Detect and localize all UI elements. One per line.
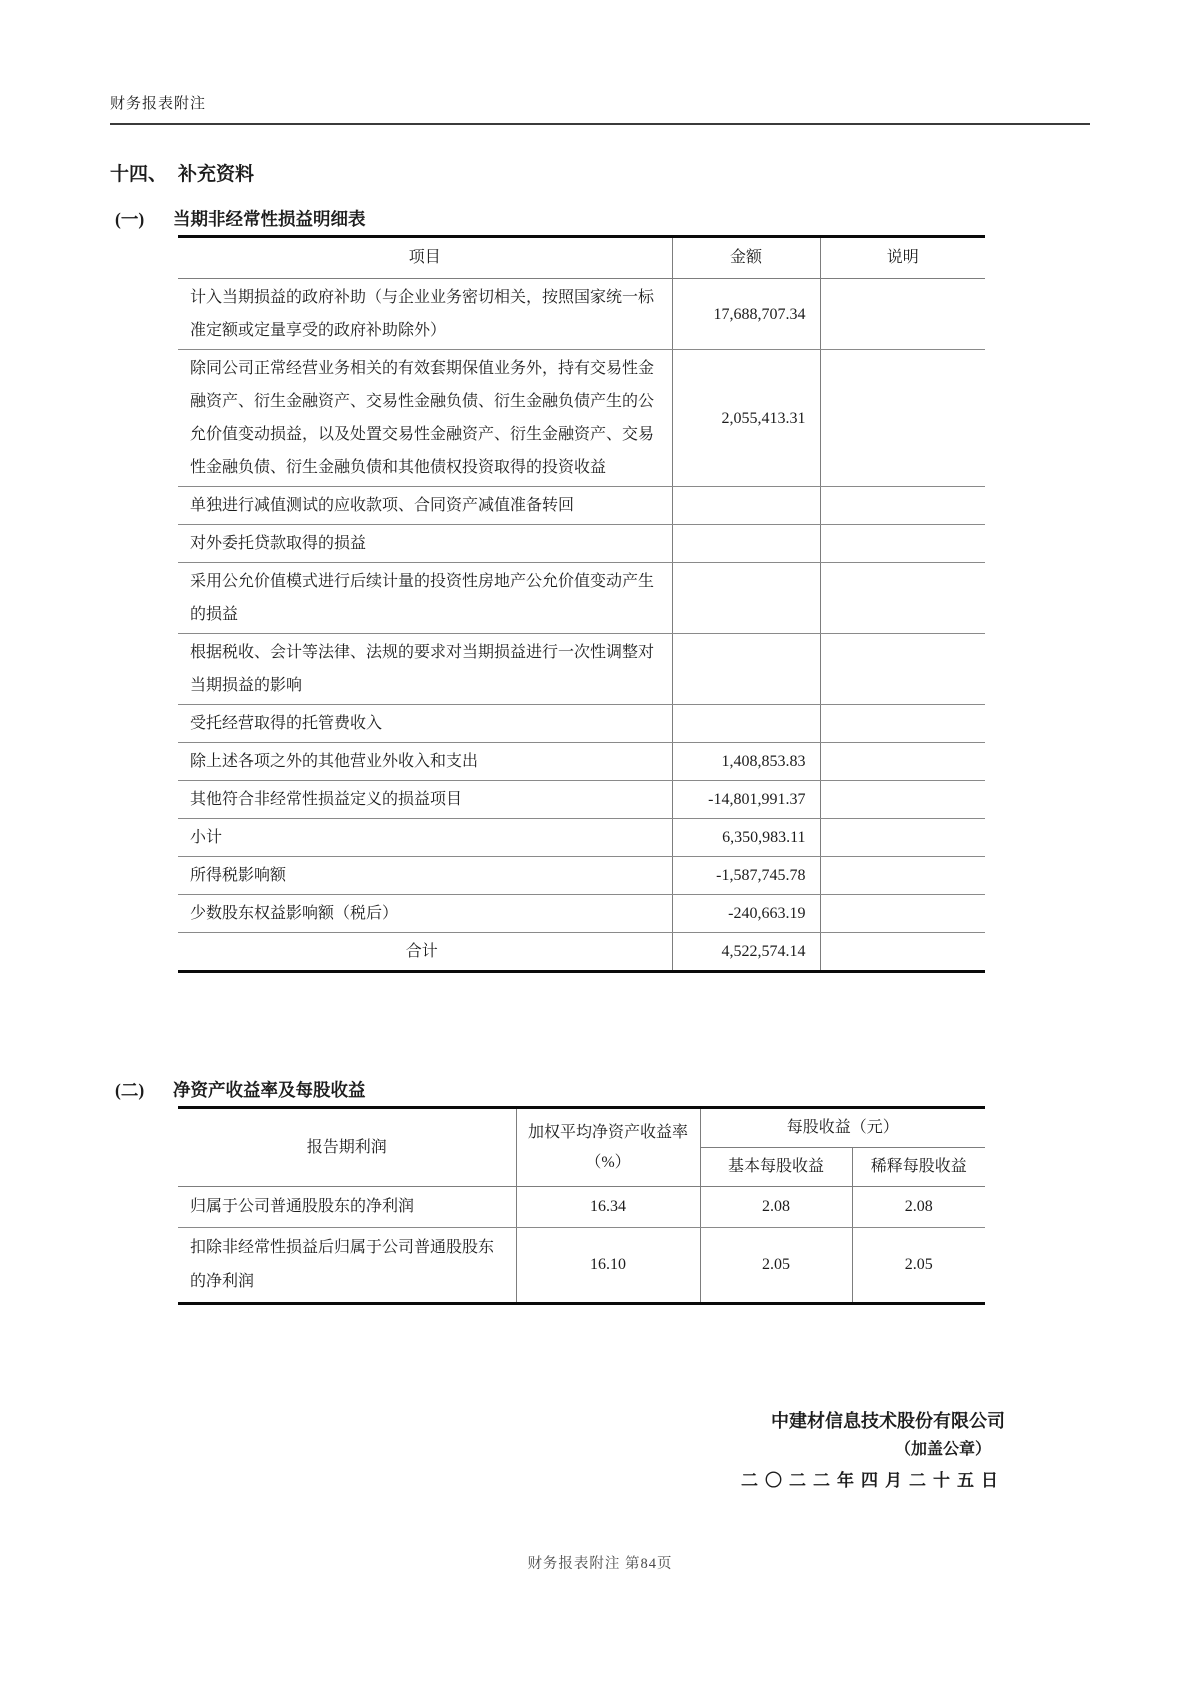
item-cell: 计入当期损益的政府补助（与企业业务密切相关，按照国家统一标准定额或定量享受的政府补助除外） [178,279,672,350]
amount-cell: 17,688,707.34 [672,279,820,350]
part2-title [110,1077,1090,1103]
note-cell [820,933,985,972]
part2-title-text: 净资产收益率及每股收益 [173,1080,366,1100]
section-number: 十四、 [110,164,168,185]
amount-cell [672,525,820,563]
diluted-eps-cell: 2.08 [852,1187,985,1228]
section-heading [110,162,1090,188]
non-recurring-gains-table [178,235,985,973]
roe-eps-table [178,1106,985,1305]
note-cell [820,743,985,781]
part1-number: (一) [115,209,145,229]
part2-number: (二) [115,1080,145,1100]
note-cell [820,819,985,857]
item-cell: 受托经营取得的托管费收入 [178,705,672,743]
signoff-date: 二〇二二年四月二十五日 [741,1471,1005,1490]
note-cell [820,525,985,563]
part1-title [110,206,1090,232]
item-column-header: 项目 [178,237,672,279]
table-row [178,819,985,857]
basic-eps-cell: 2.05 [700,1228,852,1304]
table-row [178,350,985,487]
diluted-eps-cell: 2.05 [852,1228,985,1304]
note-cell [820,705,985,743]
item-cell: 其他符合非经常性损益定义的损益项目 [178,781,672,819]
signoff-block [741,1406,1005,1496]
table-header-row [178,1108,985,1148]
note-cell [820,487,985,525]
table-header-row [178,237,985,279]
page-footer: 财务报表附注 第84页 [527,1556,673,1572]
amount-cell [672,634,820,705]
table-row [178,895,985,933]
note-cell [820,857,985,895]
item-cell: 根据税收、会计等法律、法规的要求对当期损益进行一次性调整对当期损益的影响 [178,634,672,705]
eps-group-header: 每股收益（元） [700,1108,985,1148]
part1-title-text: 当期非经常性损益明细表 [173,209,366,229]
amount-cell: -14,801,991.37 [672,781,820,819]
table-row [178,279,985,350]
amount-cell [672,563,820,634]
basic-eps-cell: 2.08 [700,1187,852,1228]
item-cell: 除同公司正常经营业务相关的有效套期保值业务外，持有交易性金融资产、衍生金融资产、交易性金融负债、衍生金融负债产生的公允价值变动损益，以及处置交易性金融资产、衍生金融资产、交易性金融负债、衍生金融负债和其他债权投资取得的投资收益 [178,350,672,487]
company-name: 中建材信息技术股份有限公司 [771,1411,1005,1431]
amount-cell: 1,408,853.83 [672,743,820,781]
table-total-row [178,933,985,972]
diluted-eps-header: 稀释每股收益 [852,1148,985,1187]
seal-note: （加盖公章） [894,1441,991,1458]
table-row [178,781,985,819]
table-row [178,634,985,705]
item-cell: 所得税影响额 [178,857,672,895]
item-cell: 除上述各项之外的其他营业外收入和支出 [178,743,672,781]
amount-cell [672,487,820,525]
roe-column-header: 加权平均净资产收益率（%） [516,1108,700,1187]
item-cell: 对外委托贷款取得的损益 [178,525,672,563]
note-cell [820,634,985,705]
table-row [178,525,985,563]
table-row [178,743,985,781]
running-head: 财务报表附注 [110,0,1090,125]
table-row [178,563,985,634]
note-cell [820,563,985,634]
roe-cell: 16.10 [516,1228,700,1304]
total-label-cell: 合计 [178,933,672,972]
note-cell [820,895,985,933]
table-row [178,857,985,895]
table-row [178,1187,985,1228]
section-title: 补充资料 [178,164,255,185]
item-cell: 小计 [178,819,672,857]
note-cell [820,781,985,819]
item-cell: 采用公允价值模式进行后续计量的投资性房地产公允价值变动产生的损益 [178,563,672,634]
table-row [178,705,985,743]
item-cell: 单独进行减值测试的应收款项、合同资产减值准备转回 [178,487,672,525]
amount-cell: -1,587,745.78 [672,857,820,895]
item-cell: 少数股东权益影响额（税后） [178,895,672,933]
item-cell: 扣除非经常性损益后归属于公司普通股股东的净利润 [178,1228,516,1304]
table-row [178,1228,985,1304]
profit-column-header: 报告期利润 [178,1108,516,1187]
item-cell: 归属于公司普通股股东的净利润 [178,1187,516,1228]
amount-column-header: 金额 [672,237,820,279]
total-amount-cell: 4,522,574.14 [672,933,820,972]
note-column-header: 说明 [820,237,985,279]
roe-cell: 16.34 [516,1187,700,1228]
amount-cell: 6,350,983.11 [672,819,820,857]
amount-cell: 2,055,413.31 [672,350,820,487]
basic-eps-header: 基本每股收益 [700,1148,852,1187]
note-cell [820,350,985,487]
table-row [178,487,985,525]
amount-cell [672,705,820,743]
note-cell [820,279,985,350]
amount-cell: -240,663.19 [672,895,820,933]
